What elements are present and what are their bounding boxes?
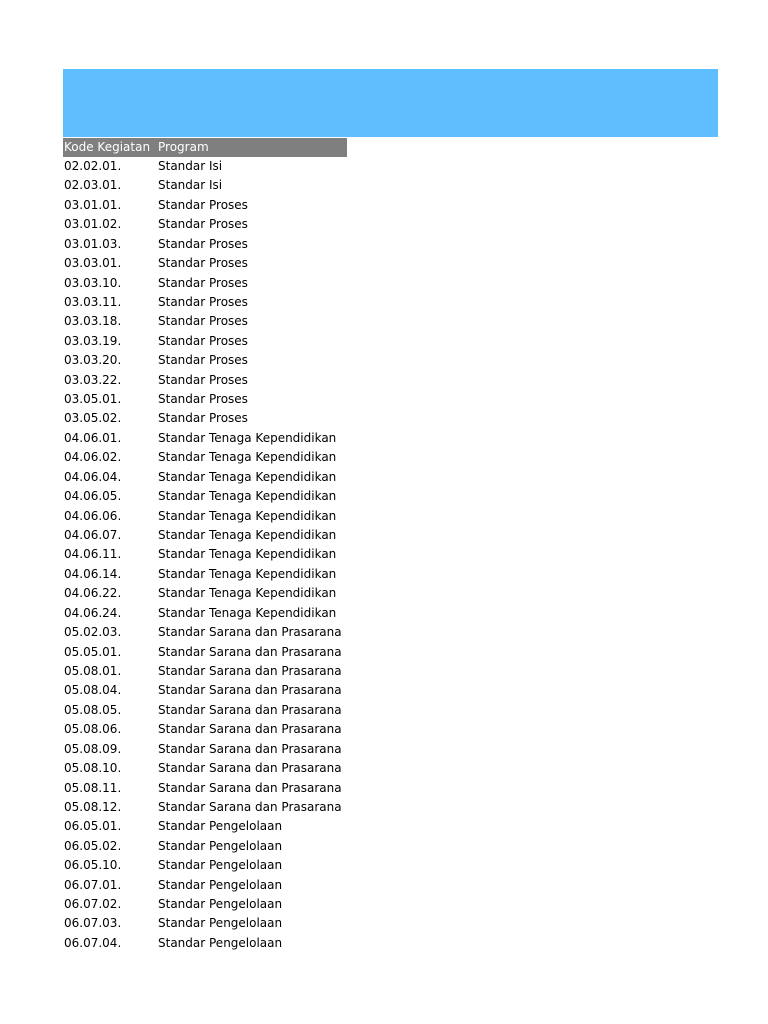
table-row <box>63 720 347 739</box>
table-row <box>63 409 347 428</box>
cell-program[interactable]: Standar Proses <box>158 197 248 212</box>
table-body <box>63 157 347 953</box>
table-header <box>63 138 347 157</box>
column-header-program[interactable]: Program <box>158 140 209 154</box>
table-row <box>63 371 347 390</box>
table-row <box>63 332 347 351</box>
cell-kode-kegiatan[interactable]: 03.03.10. <box>64 275 122 290</box>
table-row <box>63 429 347 448</box>
cell-program[interactable]: Standar Sarana dan Prasarana <box>158 644 342 659</box>
table-row <box>63 584 347 603</box>
cell-program[interactable]: Standar Proses <box>158 236 248 251</box>
cell-kode-kegiatan[interactable]: 05.08.09. <box>64 741 122 756</box>
table-row <box>63 681 347 700</box>
cell-kode-kegiatan[interactable]: 05.05.01. <box>64 644 122 659</box>
cell-kode-kegiatan[interactable]: 05.08.04. <box>64 683 122 698</box>
data-table <box>63 138 347 953</box>
cell-kode-kegiatan[interactable]: 04.06.24. <box>64 605 122 620</box>
cell-program[interactable]: Standar Tenaga Kependidikan <box>158 430 337 445</box>
table-row <box>63 817 347 836</box>
cell-kode-kegiatan[interactable]: 03.01.01. <box>64 197 122 212</box>
table-row <box>63 487 347 506</box>
cell-program[interactable]: Standar Proses <box>158 217 248 232</box>
cell-program[interactable]: Standar Proses <box>158 411 248 426</box>
cell-kode-kegiatan[interactable]: 05.08.10. <box>64 761 122 776</box>
table-row <box>63 157 347 176</box>
cell-kode-kegiatan[interactable]: 02.02.01. <box>64 159 122 173</box>
cell-program[interactable]: Standar Sarana dan Prasarana <box>158 799 342 814</box>
cell-program[interactable]: Standar Pengelolaan <box>158 877 283 892</box>
table-row <box>63 759 347 778</box>
cell-program[interactable]: Standar Isi <box>158 159 223 173</box>
cell-kode-kegiatan[interactable]: 04.06.14. <box>64 566 122 581</box>
table-row <box>63 914 347 933</box>
cell-program[interactable]: Standar Sarana dan Prasarana <box>158 702 342 717</box>
cell-kode-kegiatan[interactable]: 06.05.01. <box>64 819 122 834</box>
table-row <box>63 235 347 254</box>
cell-program[interactable]: Standar Tenaga Kependidikan <box>158 508 337 523</box>
cell-kode-kegiatan[interactable]: 05.08.11. <box>64 780 122 795</box>
cell-kode-kegiatan[interactable]: 05.08.05. <box>64 702 122 717</box>
cell-program[interactable]: Standar Pengelolaan <box>158 858 283 873</box>
cell-kode-kegiatan[interactable]: 03.01.03. <box>64 236 122 251</box>
cell-program[interactable]: Standar Tenaga Kependidikan <box>158 566 337 581</box>
cell-kode-kegiatan[interactable]: 03.05.02. <box>64 411 122 426</box>
table-row <box>63 779 347 798</box>
cell-kode-kegiatan[interactable]: 03.03.18. <box>64 314 122 329</box>
table-row <box>63 312 347 331</box>
cell-kode-kegiatan[interactable]: 03.03.19. <box>64 333 122 348</box>
cell-program[interactable]: Standar Pengelolaan <box>158 838 283 853</box>
cell-program[interactable]: Standar Pengelolaan <box>158 916 283 931</box>
table-row <box>63 254 347 273</box>
cell-kode-kegiatan[interactable]: 04.06.02. <box>64 450 122 465</box>
cell-kode-kegiatan[interactable]: 05.02.03. <box>64 625 122 640</box>
cell-kode-kegiatan[interactable]: 06.05.02. <box>64 838 122 853</box>
table-row <box>63 196 347 215</box>
cell-program[interactable]: Standar Proses <box>158 333 248 348</box>
table-row <box>63 293 347 312</box>
table-row <box>63 856 347 875</box>
cell-kode-kegiatan[interactable]: 02.03.01. <box>64 178 122 193</box>
table-row <box>63 507 347 526</box>
cell-kode-kegiatan[interactable]: 04.06.04. <box>64 469 122 484</box>
cell-program[interactable]: Standar Tenaga Kependidikan <box>158 528 337 543</box>
cell-kode-kegiatan[interactable]: 03.01.02. <box>64 217 122 232</box>
cell-program[interactable]: Standar Proses <box>158 353 248 368</box>
cell-program[interactable]: Standar Proses <box>158 314 248 329</box>
cell-kode-kegiatan[interactable]: 03.05.01. <box>64 392 122 407</box>
table-row <box>63 662 347 681</box>
cell-kode-kegiatan[interactable]: 06.05.10. <box>64 858 122 873</box>
cell-program[interactable]: Standar Tenaga Kependidikan <box>158 547 337 562</box>
table-row <box>63 351 347 370</box>
cell-kode-kegiatan[interactable]: 03.03.20. <box>64 353 122 368</box>
cell-kode-kegiatan[interactable]: 04.06.06. <box>64 508 122 523</box>
cell-program[interactable]: Standar Sarana dan Prasarana <box>158 780 342 795</box>
cell-program[interactable]: Standar Sarana dan Prasarana <box>158 683 342 698</box>
cell-program[interactable]: Standar Pengelolaan <box>158 897 283 912</box>
table-row <box>63 837 347 856</box>
cell-program[interactable]: Standar Pengelolaan <box>158 819 283 834</box>
table-row <box>63 565 347 584</box>
table-row <box>63 468 347 487</box>
table-row <box>63 643 347 662</box>
cell-program[interactable]: Standar Sarana dan Prasarana <box>158 722 342 737</box>
table-row <box>63 604 347 623</box>
cell-kode-kegiatan[interactable]: 03.03.22. <box>64 372 122 387</box>
table-row <box>63 701 347 720</box>
cell-program[interactable]: Standar Tenaga Kependidikan <box>158 489 337 504</box>
cell-program[interactable]: Standar Tenaga Kependidikan <box>158 469 337 484</box>
table-row <box>63 448 347 467</box>
cell-kode-kegiatan[interactable]: 04.06.11. <box>64 547 122 562</box>
cell-program[interactable]: Standar Proses <box>158 372 248 387</box>
table-row <box>63 545 347 564</box>
table-row <box>63 526 347 545</box>
cell-program[interactable]: Standar Tenaga Kependidikan <box>158 605 337 620</box>
cell-kode-kegiatan[interactable]: 03.03.01. <box>64 256 122 271</box>
cell-program[interactable]: Standar Sarana dan Prasarana <box>158 761 342 776</box>
cell-kode-kegiatan[interactable]: 06.07.01. <box>64 877 122 892</box>
cell-kode-kegiatan[interactable]: 05.08.01. <box>64 663 122 678</box>
table-row <box>63 798 347 817</box>
table-row <box>63 895 347 914</box>
cell-program[interactable]: Standar Sarana dan Prasarana <box>158 741 342 756</box>
cell-kode-kegiatan[interactable]: 03.03.11. <box>64 294 122 309</box>
cell-kode-kegiatan[interactable]: 04.06.22. <box>64 586 122 601</box>
cell-program[interactable]: Standar Proses <box>158 275 248 290</box>
cell-kode-kegiatan[interactable]: 04.06.01. <box>64 430 122 445</box>
cell-program[interactable]: Standar Proses <box>158 392 248 407</box>
cell-program[interactable]: Standar Pengelolaan <box>158 935 283 950</box>
table-row <box>63 934 347 953</box>
table-row <box>63 274 347 293</box>
cell-program[interactable]: Standar Proses <box>158 294 248 309</box>
cell-kode-kegiatan[interactable]: 06.07.04. <box>64 935 122 950</box>
cell-kode-kegiatan[interactable]: 05.08.06. <box>64 722 122 737</box>
cell-program[interactable]: Standar Sarana dan Prasarana <box>158 663 342 678</box>
header-banner <box>63 69 718 137</box>
table-row <box>63 876 347 895</box>
cell-program[interactable]: Standar Proses <box>158 256 248 271</box>
cell-kode-kegiatan[interactable]: 05.08.12. <box>64 799 122 814</box>
table-row <box>63 176 347 195</box>
cell-program[interactable]: Standar Tenaga Kependidikan <box>158 586 337 601</box>
table-row <box>63 390 347 409</box>
cell-kode-kegiatan[interactable]: 04.06.07. <box>64 528 122 543</box>
table-row <box>63 623 347 642</box>
column-header-kode[interactable]: Kode Kegiatan <box>64 140 151 154</box>
cell-kode-kegiatan[interactable]: 06.07.02. <box>64 897 122 912</box>
cell-kode-kegiatan[interactable]: 06.07.03. <box>64 916 122 931</box>
cell-program[interactable]: Standar Tenaga Kependidikan <box>158 450 337 465</box>
table-row <box>63 215 347 234</box>
cell-program[interactable]: Standar Sarana dan Prasarana <box>158 625 342 640</box>
cell-program[interactable]: Standar Isi <box>158 178 223 193</box>
table-row <box>63 740 347 759</box>
cell-kode-kegiatan[interactable]: 04.06.05. <box>64 489 122 504</box>
